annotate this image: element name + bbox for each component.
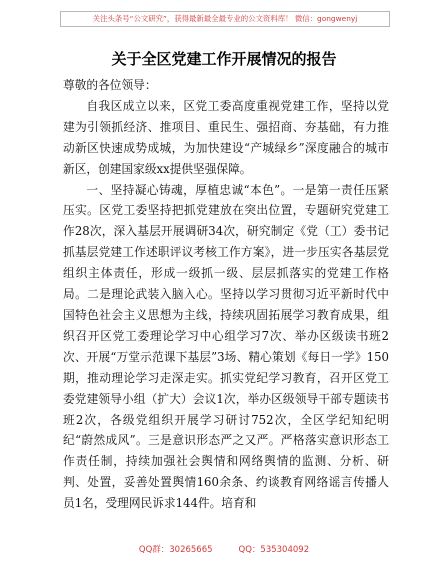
document-body <box>63 75 389 514</box>
qq-text: QQ：535304092 <box>238 545 310 555</box>
paragraph-section-one: 一、坚持凝心铸魂，厚植忠诚“本色”。一是第一责任压紧压实。区党工委坚持把抓党建放在突出位置，专题研究党建工作28次，深入基层开展调研34次，研究制定《党（工）委书记抓基层党建工作述职评议考核工作方案》，进一步压实各基层党组织主体责任，形成一级抓一级、层层抓落实的党建工作格局。二是理论武装入脑入心。坚持以学习贯彻习近平新时代中国特色社会主义思想为主线，持续巩固拓展学习教育成果，组织召开区党工委理论学习中心组学习7次、举办区级读书班2次、开展“万堂示范课下基层”3场、精心策划《每日一学》150期，推动理论学习走深走实。抓实党纪学习教育，召开区党工委党建领导小组（扩大）会议1次，举办区级领导干部专题读书班2次，各级党组织开展学习研讨752次，全区学纪知纪明纪“蔚然成风”。三是意识形态严之又严。严格落实意识形态工作责任制，持续加强社会舆情和网络舆情的监测、分析、研判、处置，妥善处置舆情160余条、约谈教育网络谣言传播人员1名，受理网民诉求144件。培育和 <box>63 182 389 511</box>
promo-banner <box>60 11 390 27</box>
salutation: 尊敬的各位领导： <box>63 78 157 92</box>
paragraph-intro: 自我区成立以来，区党工委高度重视党建工作，坚持以党建为引领抓经济、推项目、重民生、强招商、夯基础，有力推动新区快速成势成城，为加快建设“产城绿乡”深度融合的城市新区，创建国家级xx提供坚强保障。 <box>63 98 389 176</box>
contact-footer <box>0 543 448 555</box>
promo-text: 关注头条号“公文研究”，获得最新最全最专业的公文资料库！ 微信：gongwenyj <box>92 14 358 23</box>
qq-group-text: QQ群：30265665 <box>138 545 213 555</box>
document-title: 关于全区党建工作开展情况的报告 <box>111 50 337 68</box>
